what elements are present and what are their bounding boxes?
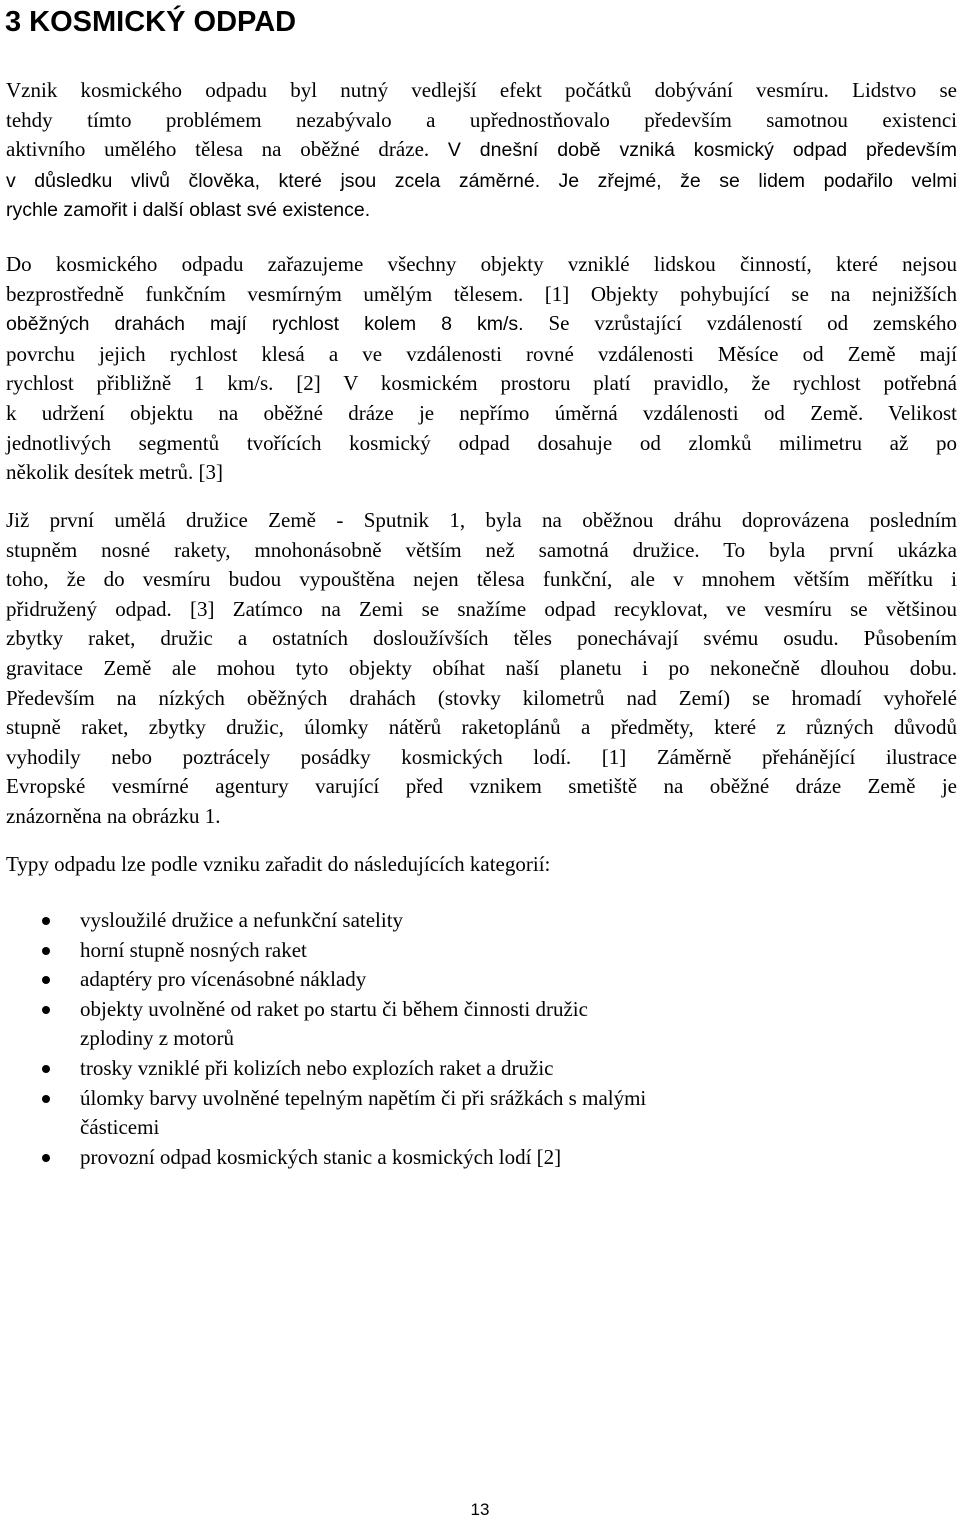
list-item (0, 936, 960, 966)
paragraph-line: několik desítek metrů. [3] (6, 460, 223, 485)
paragraph-segment-sans: Je zřejmé, že se lidem podařilo velmi (558, 169, 958, 192)
paragraph-categories-intro (6, 850, 957, 880)
bullet-icon (42, 1154, 50, 1162)
paragraph-line: toho, že do vesmíru budou vypouštěna nejen tělesa funkční, ale v mnohem větším měřítku i (6, 567, 957, 592)
paragraph-line: přidružený odpad. [3] Zatímco na Zemi se snažíme odpad recyklovat, ve vesmíru se většinou (6, 596, 957, 621)
debris-category-list (0, 906, 960, 1172)
paragraph-line: Evropské vesmírné agentury varující před vznikem smetiště na oběžné dráze Země je (6, 774, 957, 799)
list-item (0, 965, 960, 995)
list-item-text: objekty uvolněné od raket po startu či během činnosti družic (80, 996, 588, 1021)
paragraph-segment-sans: V dnešní době vzniká kosmický odpad především (447, 139, 957, 162)
bullet-icon (42, 917, 50, 925)
list-item (0, 906, 960, 936)
list-item-text: trosky vzniklé při kolizích nebo explozích raket a družic (80, 1055, 554, 1080)
paragraph-line: rychlost přibližně 1 km/s. [2] V kosmickém prostoru platí pravidlo, že rychlost potřebná (6, 371, 957, 396)
paragraph-line: gravitace Země ale mohou tyto objekty obíhat naší planetu i po nekonečně dlouhou dobu. (6, 655, 957, 680)
paragraph-origin (6, 76, 957, 226)
bullet-icon (42, 947, 50, 955)
paragraph-line: Vznik kosmického odpadu byl nutný vedlejší efekt počátků dobývání vesmíru. Lidstvo se (6, 78, 957, 102)
list-item (0, 1084, 960, 1143)
bullet-icon (42, 1006, 50, 1014)
paragraph-line: Typy odpadu lze podle vzniku zařadit do následujících kategorií: (6, 852, 551, 876)
paragraph-line (6, 135, 957, 166)
paragraph-line: stupněm nosné rakety, mnohonásobně větším než samotná družice. To byla první ukázka (6, 537, 957, 562)
paragraph-line: Do kosmického odpadu zařazujeme všechny objekty vzniklé lidskou činností, které nejsou (6, 252, 957, 276)
bullet-icon (42, 976, 50, 984)
paragraph-line: bezprostředně funkčním vesmírným umělým tělesem. [1] Objekty pohybující se na nejnižších (6, 281, 957, 306)
list-item-text: adaptéry pro vícenásobné náklady (80, 967, 367, 992)
list-item (0, 1054, 960, 1084)
paragraph-segment: Se vzrůstající vzdáleností od zemského (523, 311, 957, 336)
paragraph-line: Již první umělá družice Země - Sputnik 1, byla na oběžnou dráhu doprovázena posledním (6, 508, 957, 532)
paragraph-line: rychle zamořit i další oblast své existence. (6, 199, 371, 222)
paragraph-line: zbytky raket, družic a ostatních dosloužívších těles ponechávají svému osudu. Působením (6, 626, 957, 651)
list-item-text: úlomky barvy uvolněné tepelným napětím či při srážkách s malými (80, 1085, 647, 1110)
bullet-icon (42, 1065, 50, 1073)
paragraph-segment-sans: oběžných drahách mají rychlost kolem 8 km/s. (6, 313, 524, 336)
list-item-text: částicemi (80, 1115, 160, 1140)
paragraph-sputnik (6, 506, 957, 832)
list-item (0, 1143, 960, 1173)
paragraph-line: Především na nízkých oběžných drahách (stovky kilometrů nad Zemí) se hromadí vyhořelé (6, 685, 957, 710)
paragraph-line (6, 309, 957, 340)
list-item-text: provozní odpad kosmických stanic a kosmických lodí [2] (80, 1144, 562, 1169)
paragraph-line: k udržení objektu na oběžné dráze je nepřímo úměrná vzdálenosti od Země. Velikost (6, 400, 957, 425)
list-item (0, 995, 960, 1054)
paragraph-line: povrchu jejich rychlost klesá a ve vzdálenosti rovné vzdálenosti Měsíce od Země mají (6, 341, 957, 366)
paragraph-segment-sans: v důsledku vlivů člověka, které jsou zcela záměrné. (6, 169, 541, 192)
paragraph-line: jednotlivých segmentů tvořících kosmický odpad dosahuje od zlomků milimetru až po (6, 430, 957, 455)
list-item-text: vysloužilé družice a nefunkční satelity (80, 908, 404, 932)
paragraph-line: znázorněna na obrázku 1. (6, 803, 221, 828)
paragraph-line: tehdy tímto problémem nezabývalo a upřednostňovalo především samotnou existenci (6, 107, 957, 132)
list-item-text: zplodiny z motorů (80, 1026, 234, 1051)
bullet-icon (42, 1095, 50, 1103)
paragraph-line: stupně raket, zbytky družic, úlomky nátěrů raketoplánů a předměty, které z různých důvodů (6, 715, 957, 740)
page-number: 13 (470, 1500, 490, 1519)
list-item-text: horní stupně nosných raket (80, 937, 307, 962)
chapter-heading: 3 KOSMICKÝ ODPAD (5, 6, 297, 38)
paragraph-segment: aktivního umělého tělesa na oběžné dráze. (6, 137, 430, 162)
paragraph-definition (6, 250, 957, 488)
paragraph-line: vyhodily nebo poztrácely posádky kosmických lodí. [1] Záměrně přehánějící ilustrace (6, 744, 957, 769)
paragraph-line (6, 166, 957, 197)
